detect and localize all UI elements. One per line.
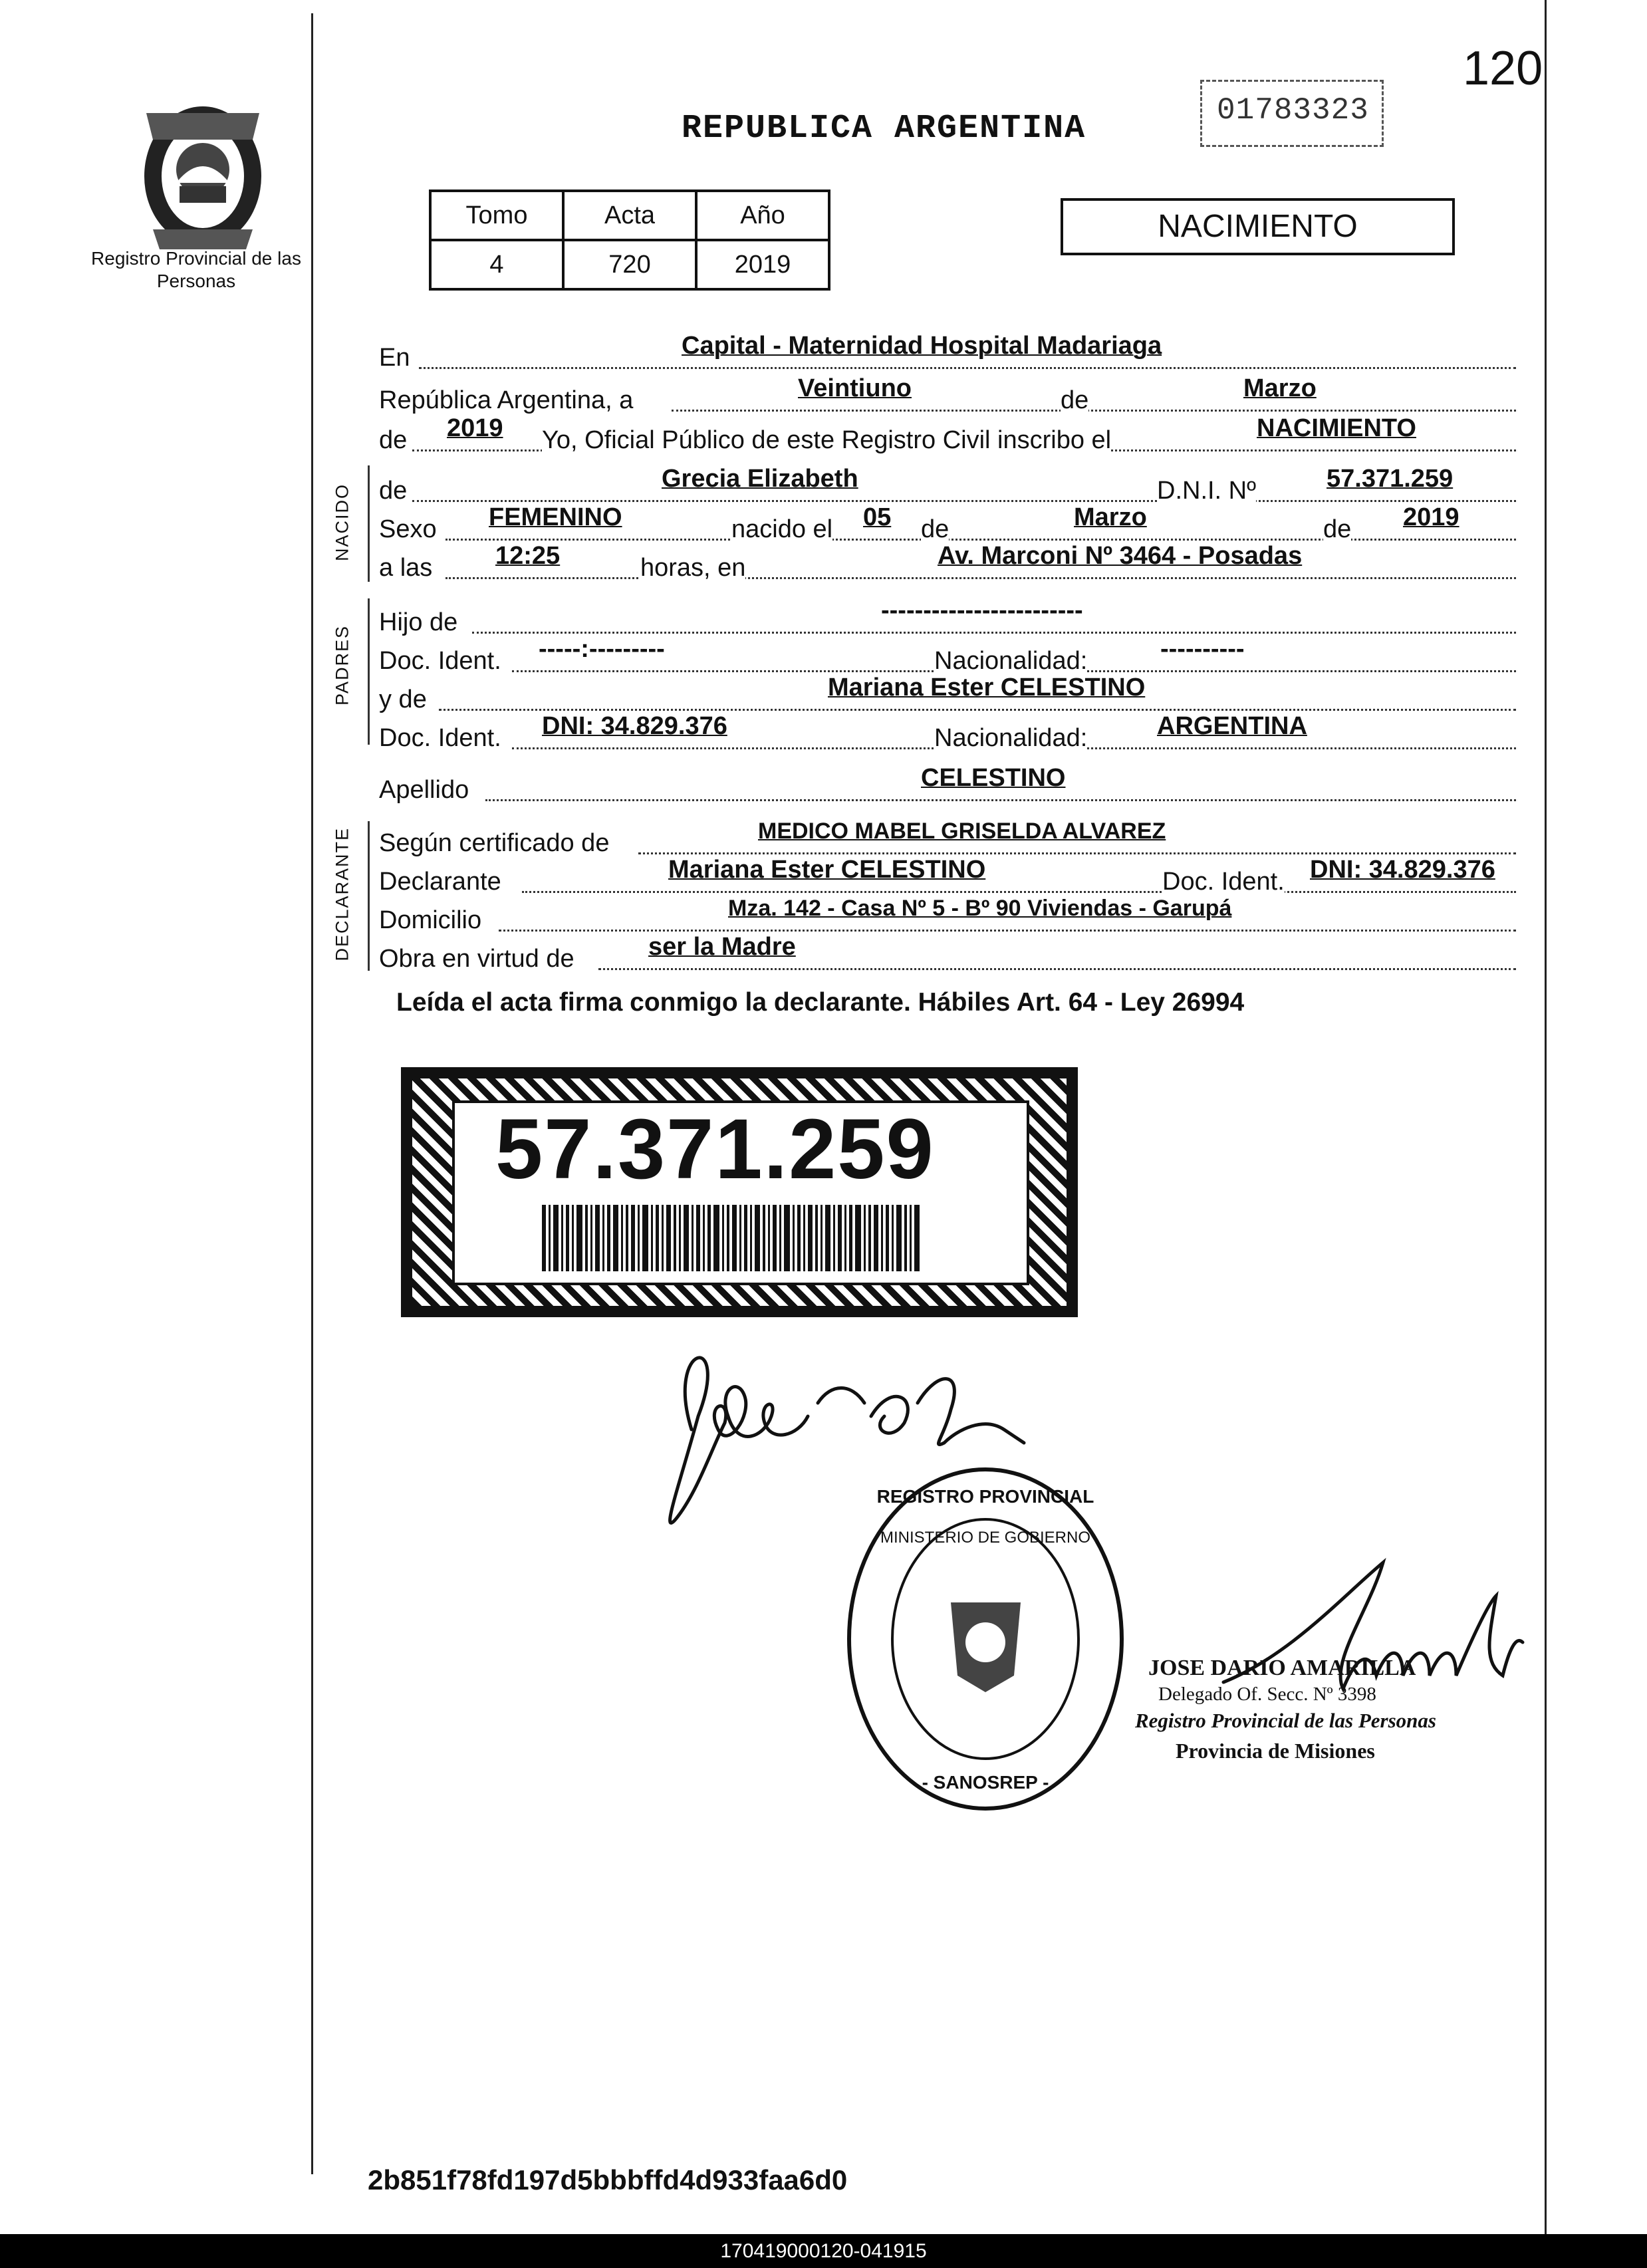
act-word-value: NACIMIENTO bbox=[1257, 414, 1416, 442]
apellido-label: Apellido bbox=[379, 776, 469, 804]
sexo-value: FEMENINO bbox=[489, 503, 622, 531]
tomo-value: 4 bbox=[430, 240, 563, 289]
obra-value: ser la Madre bbox=[648, 933, 796, 961]
padres-section-label: PADRES bbox=[332, 624, 352, 706]
declarante-label: Declarante bbox=[379, 868, 501, 896]
obra-label: Obra en virtud de bbox=[379, 945, 574, 973]
en-label: En bbox=[379, 344, 410, 372]
republic-label: República Argentina, a bbox=[379, 386, 634, 414]
folio-number: 120 bbox=[1463, 42, 1543, 95]
birth-month-value: Marzo bbox=[1074, 503, 1147, 531]
place-row bbox=[379, 332, 1516, 376]
inscribe-row bbox=[379, 414, 1516, 459]
nacionalidad-label: Nacionalidad: bbox=[934, 719, 1087, 757]
svg-text:REGISTRO PROVINCIAL: REGISTRO PROVINCIAL bbox=[876, 1486, 1094, 1507]
surname-value: CELESTINO bbox=[921, 764, 1066, 792]
father-doc-value: -----:--------- bbox=[539, 635, 665, 663]
barcode-image bbox=[542, 1205, 921, 1271]
time-place-row bbox=[379, 542, 1516, 586]
mother-doc-row bbox=[379, 712, 1516, 757]
declarant-doc-value: DNI: 34.829.376 bbox=[1310, 856, 1495, 884]
day-words-value: Veintiuno bbox=[798, 374, 912, 402]
domicile-value: Mza. 142 - Casa Nº 5 - Bº 90 Viviendas - Garupá bbox=[728, 896, 1232, 921]
de-label: de bbox=[1323, 511, 1351, 548]
act-type-box: NACIMIENTO bbox=[1061, 198, 1455, 255]
year-value: 2019 bbox=[447, 414, 503, 442]
officer-province: Provincia de Misiones bbox=[1176, 1739, 1375, 1763]
de-label: de bbox=[921, 511, 949, 548]
officer-role: Delegado Of. Secc. Nº 3398 bbox=[1158, 1684, 1376, 1705]
declarante-bracket bbox=[368, 821, 370, 971]
obra-row bbox=[379, 933, 1516, 977]
birth-address-value: Av. Marconi Nº 3464 - Posadas bbox=[938, 542, 1303, 570]
doc-ident-label: Doc. Ident. bbox=[379, 724, 501, 752]
cert-label: Según certificado de bbox=[379, 829, 610, 857]
nacido-section-label: NACIDO bbox=[332, 483, 352, 562]
officer-name: JOSE DARIO AMARILLA bbox=[1148, 1656, 1416, 1680]
nacionalidad-label: Nacionalidad: bbox=[934, 642, 1087, 680]
place-value: Capital - Maternidad Hospital Madariaga bbox=[682, 332, 1162, 360]
country-title: REPUBLICA ARGENTINA bbox=[682, 110, 1086, 148]
dni-strip-number: 57.371.259 bbox=[495, 1102, 935, 1197]
inscribe-label: Yo, Oficial Público de este Registro Civil inscribo el bbox=[542, 422, 1111, 459]
legal-note: Leída el acta firma conmigo la declarante. Hábiles Art. 64 - Ley 26994 bbox=[396, 988, 1245, 1017]
mother-name-value: Mariana Ester CELESTINO bbox=[828, 674, 1146, 701]
birth-day-value: 05 bbox=[863, 503, 892, 531]
table-header-cell: Año bbox=[696, 191, 829, 240]
registry-label: Registro Provincial de las Personas bbox=[91, 248, 301, 291]
province-emblem-logo bbox=[126, 86, 279, 253]
nacido-bracket bbox=[368, 465, 370, 582]
de-label: de bbox=[379, 426, 408, 454]
birth-year-value: 2019 bbox=[1403, 503, 1459, 531]
domicilio-label: Domicilio bbox=[379, 906, 482, 934]
acta-value: 720 bbox=[563, 240, 696, 289]
table-header-cell: Acta bbox=[563, 191, 696, 240]
horas-label: horas, en bbox=[640, 549, 745, 586]
year-value: 2019 bbox=[696, 240, 829, 289]
declarante-section-label: DECLARANTE bbox=[332, 826, 352, 961]
doc-ident-label: Doc. Ident. bbox=[1162, 863, 1285, 900]
child-name-value: Grecia Elizabeth bbox=[662, 465, 858, 493]
svg-text:- SANOSREP -: - SANOSREP - bbox=[922, 1772, 1049, 1793]
officer-office: Registro Provincial de las Personas bbox=[1135, 1709, 1436, 1732]
table-row bbox=[430, 240, 829, 289]
footer-code: 170419000120-041915 bbox=[720, 2240, 927, 2262]
act-reference-table bbox=[429, 189, 830, 291]
child-dni-value: 57.371.259 bbox=[1327, 465, 1454, 493]
father-value: ------------------------ bbox=[881, 596, 1083, 624]
surname-row bbox=[379, 764, 1516, 809]
declarant-name-value: Mariana Ester CELESTINO bbox=[668, 856, 986, 884]
mother-doc-value: DNI: 34.829.376 bbox=[542, 712, 727, 740]
hijo-label: Hijo de bbox=[379, 608, 458, 636]
right-margin-rule bbox=[1545, 0, 1547, 2268]
sexo-label: Sexo bbox=[379, 515, 437, 543]
de-label: de bbox=[1061, 382, 1088, 419]
cert-value: MEDICO MABEL GRISELDA ALVAREZ bbox=[758, 819, 1166, 844]
father-nationality-value: ---------- bbox=[1160, 635, 1245, 663]
nacido-label: nacido el bbox=[731, 511, 832, 548]
yde-label: y de bbox=[379, 686, 427, 713]
table-header-cell: Tomo bbox=[430, 191, 563, 240]
month-value: Marzo bbox=[1243, 374, 1317, 402]
de-label: de bbox=[379, 477, 408, 505]
table-header-row bbox=[430, 191, 829, 240]
svg-text:MINISTERIO DE GOBIERNO: MINISTERIO DE GOBIERNO bbox=[880, 1529, 1091, 1547]
document-hash: 2b851f78fd197d5bbbffd4d933faa6d0 bbox=[368, 2164, 848, 2196]
left-margin-rule bbox=[311, 13, 313, 2174]
serial-number: 01783323 bbox=[1217, 93, 1369, 128]
mother-nationality-value: ARGENTINA bbox=[1157, 712, 1307, 740]
alas-label: a las bbox=[379, 554, 433, 582]
doc-ident-label: Doc. Ident. bbox=[379, 647, 501, 675]
birth-time-value: 12:25 bbox=[495, 542, 561, 570]
padres-bracket bbox=[368, 598, 370, 745]
registry-seal-stamp bbox=[841, 1463, 1130, 1815]
dni-label: D.N.I. Nº bbox=[1157, 472, 1256, 509]
